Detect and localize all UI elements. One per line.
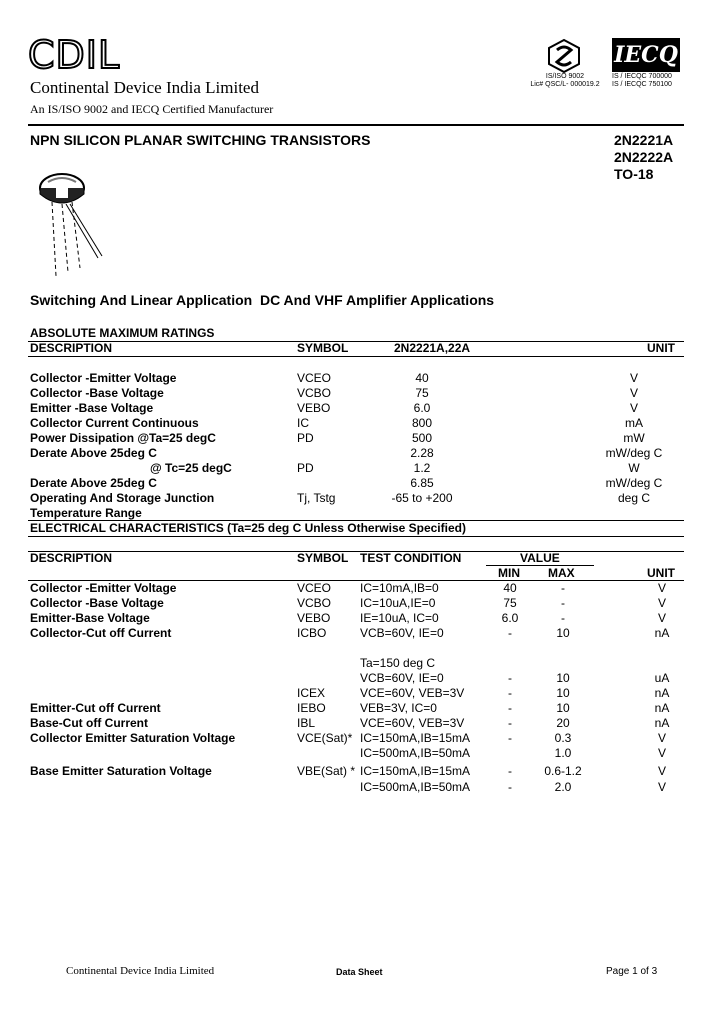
table-row <box>0 746 720 761</box>
row-symbol: PD <box>297 461 314 475</box>
abs-max-header-row <box>0 341 720 356</box>
row-max: 10 <box>556 686 570 700</box>
table-row <box>0 780 720 795</box>
row-description: Derate Above 25deg C <box>30 476 157 490</box>
row-symbol: VCBO <box>297 596 332 610</box>
row-test-condition: VCB=60V, IE=0 <box>360 626 444 640</box>
row-unit: nA <box>654 626 670 640</box>
row-description: Base Emitter Saturation Voltage <box>30 764 212 778</box>
table-row <box>0 506 720 521</box>
table-row <box>0 656 720 671</box>
row-unit: V <box>657 746 666 760</box>
page-title: NPN SILICON PLANAR SWITCHING TRANSISTORS <box>30 132 371 148</box>
row-description: Base-Cut off Current <box>30 716 149 730</box>
col-unit: UNIT <box>647 566 675 580</box>
elec-header-row <box>0 551 720 566</box>
row-unit: nA <box>654 701 670 715</box>
table-row <box>0 764 720 779</box>
iecq-cert-logo <box>612 38 680 72</box>
row-min: - <box>508 780 512 794</box>
company-name: Continental Device India Limited <box>30 78 259 97</box>
col-description: DESCRIPTION <box>30 341 113 355</box>
row-description: Emitter -Base Voltage <box>30 401 154 415</box>
elec-rule-heading <box>28 536 684 537</box>
row-unit: V <box>657 731 666 745</box>
row-value: 1.2 <box>413 461 431 475</box>
row-test-condition: VCE=60V, VEB=3V <box>360 716 465 730</box>
row-value: 40 <box>415 371 429 385</box>
table-row <box>0 401 720 416</box>
row-max: 0.3 <box>554 731 572 745</box>
row-unit: V <box>629 386 638 400</box>
row-test-condition: IC=500mA,IB=50mA <box>360 780 471 794</box>
row-unit: mW/deg C <box>605 446 663 460</box>
col-max: MAX <box>548 566 575 580</box>
abs-max-heading: ABSOLUTE MAXIMUM RATINGS <box>30 326 215 340</box>
row-description: Operating And Storage Junction <box>30 491 215 505</box>
table-row <box>0 416 720 431</box>
table-row <box>0 386 720 401</box>
row-unit: nA <box>654 716 670 730</box>
row-unit: V <box>629 371 638 385</box>
col-value: 2N2221A,22A <box>394 341 471 355</box>
row-test-condition: IC=10mA,IB=0 <box>360 581 439 595</box>
table-row <box>0 476 720 491</box>
col-description: DESCRIPTION <box>30 551 113 565</box>
row-symbol: VEBO <box>297 401 331 415</box>
row-min: - <box>508 716 512 730</box>
table-row <box>0 446 720 461</box>
table-row <box>0 731 720 746</box>
header-divider <box>28 124 684 126</box>
row-unit: W <box>628 461 640 475</box>
row-test-condition: IC=150mA,IB=15mA <box>360 731 471 745</box>
row-unit: V <box>657 780 666 794</box>
col-symbol: SYMBOL <box>297 341 349 355</box>
row-unit: mW <box>623 431 645 445</box>
row-symbol: VEBO <box>297 611 331 625</box>
row-test-condition: Ta=150 deg C <box>360 656 436 670</box>
row-description: Collector -Emitter Voltage <box>30 581 177 595</box>
company-tagline: An IS/ISO 9002 and IECQ Certified Manufacturer <box>30 102 274 116</box>
row-min: 75 <box>503 596 517 610</box>
company-logo <box>28 34 136 79</box>
row-max: 10 <box>556 701 570 715</box>
row-max: 10 <box>556 626 570 640</box>
row-min: - <box>508 701 512 715</box>
table-row <box>0 431 720 446</box>
table-row <box>0 491 720 506</box>
col-value: VALUE <box>520 551 560 565</box>
row-description: Collector Emitter Saturation Voltage <box>30 731 236 745</box>
row-unit: V <box>657 596 666 610</box>
svg-text:CDIL: CDIL <box>28 34 121 74</box>
row-value: 800 <box>411 416 433 430</box>
row-max: 0.6-1.2 <box>544 764 582 778</box>
row-unit: mA <box>625 416 643 430</box>
row-symbol: VCE(Sat)* <box>297 731 353 745</box>
row-unit: mW/deg C <box>605 476 663 490</box>
package-to18: TO-18 <box>614 166 654 182</box>
row-symbol: IC <box>297 416 309 430</box>
application-heading: Switching And Linear Application DC And VHF Amplifier Applications <box>30 292 495 308</box>
table-row <box>0 626 720 641</box>
row-min: 6.0 <box>501 611 519 625</box>
row-max: - <box>561 581 565 595</box>
row-min: - <box>508 731 512 745</box>
table-row <box>0 581 720 596</box>
row-unit: uA <box>654 671 670 685</box>
iecq-logo-text: IECQ <box>614 42 678 68</box>
row-test-condition: IC=10uA,IE=0 <box>360 596 436 610</box>
row-description: Collector -Base Voltage <box>30 386 164 400</box>
row-value: 75 <box>415 386 429 400</box>
row-test-condition: IC=500mA,IB=50mA <box>360 746 471 760</box>
row-unit: nA <box>654 686 670 700</box>
row-test-condition: IE=10uA, IC=0 <box>360 611 439 625</box>
row-symbol: Tj, Tstg <box>297 491 336 505</box>
elec-subheader-row <box>0 566 720 581</box>
row-max: 10 <box>556 671 570 685</box>
col-test-condition: TEST CONDITION <box>360 551 462 565</box>
row-value: -65 to +200 <box>391 491 453 505</box>
iso-cert-text: IS/ISO 9002 Lic# QSC/L- 000019.2 <box>530 73 600 88</box>
row-test-condition: VEB=3V, IC=0 <box>360 701 437 715</box>
row-min: - <box>508 671 512 685</box>
row-value: 6.0 <box>413 401 431 415</box>
table-row <box>0 686 720 701</box>
row-min: - <box>508 686 512 700</box>
row-symbol: ICBO <box>297 626 327 640</box>
row-description: Emitter-Cut off Current <box>30 701 161 715</box>
table-row <box>0 701 720 716</box>
row-max: 1.0 <box>554 746 572 760</box>
col-min: MIN <box>498 566 520 580</box>
row-description: Power Dissipation @Ta=25 degC <box>30 431 216 445</box>
part-numbers <box>614 132 673 183</box>
row-description: Collector -Emitter Voltage <box>30 371 177 385</box>
row-unit: deg C <box>617 491 651 505</box>
row-symbol: PD <box>297 431 314 445</box>
part-2n2222a: 2N2222A <box>614 149 674 165</box>
row-max: - <box>561 611 565 625</box>
row-test-condition: VCB=60V, IE=0 <box>360 671 444 685</box>
row-description: Derate Above 25deg C <box>30 446 157 460</box>
footer-company: Continental Device India Limited <box>66 965 215 977</box>
row-max: 20 <box>556 716 570 730</box>
row-unit: V <box>657 581 666 595</box>
table-row <box>0 611 720 626</box>
cdil-logo-icon <box>28 34 136 74</box>
col-symbol: SYMBOL <box>297 551 349 565</box>
part-2n2221a: 2N2221A <box>614 132 674 148</box>
row-symbol: VCEO <box>297 371 332 385</box>
row-symbol: ICEX <box>297 686 326 700</box>
table-row <box>0 371 720 386</box>
row-description: @ Tc=25 degC <box>150 461 232 475</box>
row-symbol: VBE(Sat) * <box>297 764 356 778</box>
row-unit: V <box>657 764 666 778</box>
table-row <box>0 671 720 686</box>
iecq-cert-text: IS / IECQC 700000 IS / IECQC 750100 <box>612 73 672 88</box>
row-min: - <box>508 764 512 778</box>
iso-seal-icon <box>546 38 582 74</box>
row-max: 2.0 <box>554 780 572 794</box>
elec-heading: ELECTRICAL CHARACTERISTICS (Ta=25 deg C Unless Otherwise Specified) <box>30 521 466 535</box>
row-min: 40 <box>503 581 517 595</box>
row-description: Emitter-Base Voltage <box>30 611 150 625</box>
row-symbol: VCEO <box>297 581 332 595</box>
row-value: 500 <box>411 431 433 445</box>
to18-package-image <box>26 160 116 291</box>
row-test-condition: IC=150mA,IB=15mA <box>360 764 471 778</box>
row-description: Collector Current Continuous <box>30 416 199 430</box>
row-unit: V <box>657 611 666 625</box>
footer-page-number: Page 1 of 3 <box>606 966 658 977</box>
row-symbol: VCBO <box>297 386 332 400</box>
row-min: - <box>508 626 512 640</box>
footer-data-sheet: Data Sheet <box>336 967 383 977</box>
table-row <box>0 461 720 476</box>
row-unit: V <box>629 401 638 415</box>
abs-max-rule-header <box>28 356 684 357</box>
iso-cert-logo <box>546 38 582 74</box>
row-test-condition: VCE=60V, VEB=3V <box>360 686 465 700</box>
row-symbol: IEBO <box>297 701 326 715</box>
table-row <box>0 596 720 611</box>
row-description: Collector-Cut off Current <box>30 626 172 640</box>
transistor-icon <box>26 160 116 286</box>
col-unit: UNIT <box>647 341 675 355</box>
row-value: 2.28 <box>410 446 434 460</box>
row-symbol: IBL <box>297 716 316 730</box>
row-description: Collector -Base Voltage <box>30 596 164 610</box>
row-description: Temperature Range <box>30 506 142 520</box>
table-row <box>0 716 720 731</box>
row-value: 6.85 <box>410 476 434 490</box>
row-max: - <box>561 596 565 610</box>
